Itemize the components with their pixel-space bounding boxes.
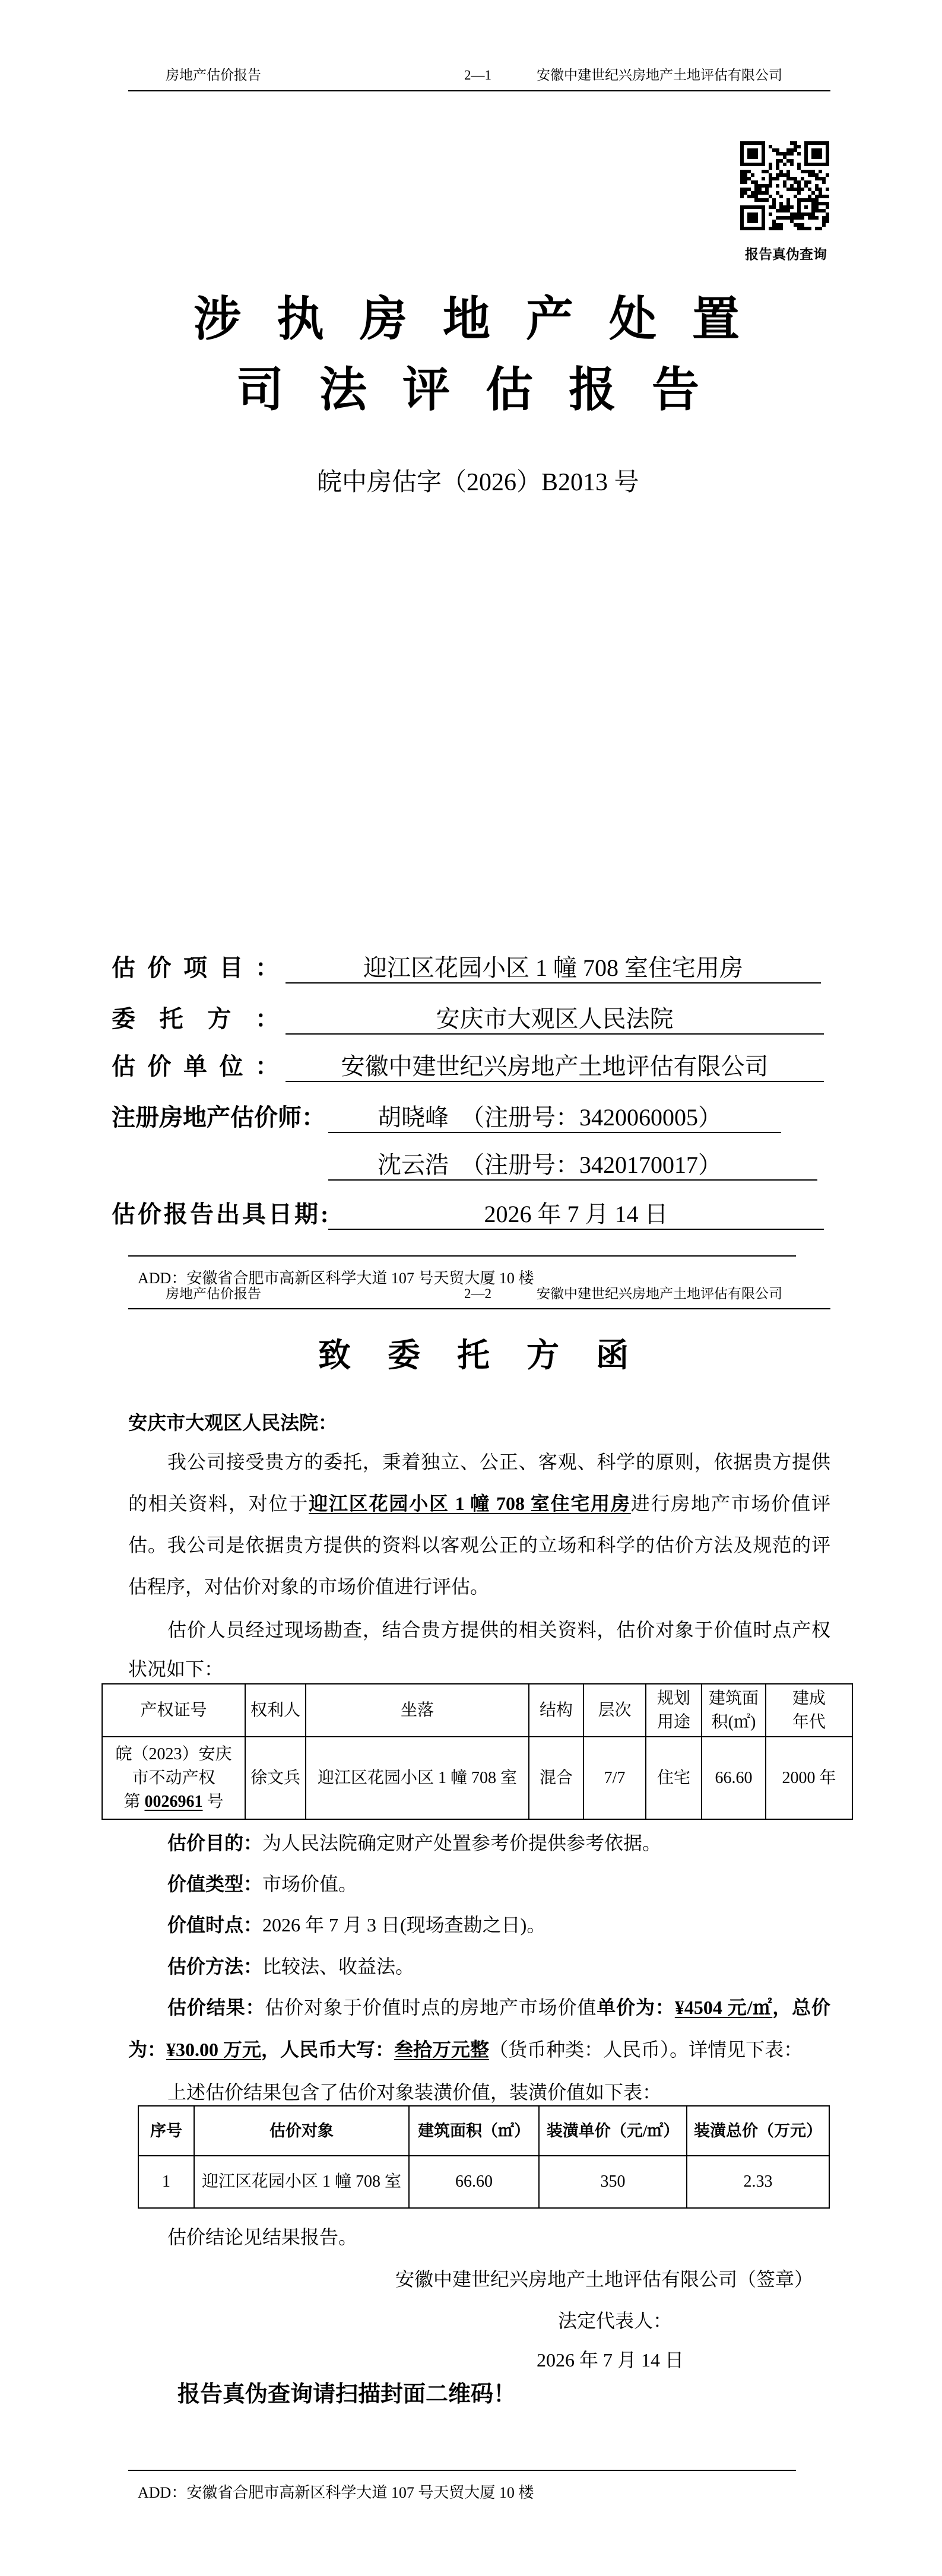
purpose-label: 估价目的： (167, 1832, 263, 1854)
decoration-table-header-row (138, 2106, 829, 2156)
page1-footer-rule (128, 1255, 796, 1257)
th-location: 坐落 (306, 1684, 529, 1737)
value-type-line (167, 1871, 357, 1897)
th-building-area: 建筑面积(㎡) (702, 1684, 766, 1737)
appraiser-1: 胡晓峰 （注册号：3420060005） (328, 1102, 781, 1133)
property-rights-table (102, 1683, 853, 1820)
page1-header-left: 房地产估价报告 (166, 68, 261, 83)
letter-paragraph-2: 估价人员经过现场勘查，结合贵方提供的相关资料，估价对象于价值时点产权状况如下： (128, 1619, 830, 1680)
th-decoration-total: 装潢总价（万元） (687, 2106, 829, 2156)
appraisal-unit-label: 估价单位： (112, 1053, 279, 1080)
legal-representative: 法定代表人： (558, 2310, 673, 2331)
cert-no-line3 (106, 1790, 241, 1814)
page1-header-page-number: 2—1 (464, 68, 491, 83)
decoration-table-row (138, 2156, 829, 2208)
signature-date: 2026 年 7 月 14 日 (537, 2349, 684, 2371)
td-location: 迎江区花园小区 1 幢 708 室 (306, 1737, 529, 1819)
td-decoration-unit-price: 350 (539, 2156, 687, 2208)
th-no: 序号 (138, 2106, 194, 2156)
signature-company: 安徽中建世纪兴房地产土地评估有限公司（签章） (395, 2269, 814, 2290)
verify-note: 报告真伪查询请扫描封面二维码！ (177, 2382, 516, 2407)
td-built-year: 2000 年 (766, 1737, 852, 1819)
value-date-label: 价值时点： (167, 1914, 263, 1936)
issue-date-value: 2026 年 7 月 14 日 (328, 1199, 824, 1230)
td-area: 66.60 (409, 2156, 539, 2208)
value-type-value: 市场价值。 (262, 1873, 358, 1895)
total-price-value: ¥30.00 万元 (166, 2039, 262, 2060)
decoration-table (138, 2105, 830, 2209)
client-label: 委托方： (112, 1005, 279, 1032)
th-area: 建筑面积（㎡） (409, 2106, 539, 2156)
purpose-value: 为人民法院确定财产处置参考价提供参考依据。 (262, 1832, 662, 1854)
page2-header-page-number: 2—2 (464, 1286, 491, 1301)
td-object: 迎江区花园小区 1 幢 708 室 (194, 2156, 409, 2208)
cert-no-line2: 市不动产权 (132, 1768, 215, 1787)
uppercase-value: 叁拾万元整 (394, 2039, 490, 2060)
th-owner: 权利人 (245, 1684, 306, 1737)
report-title-line1: 涉执房地产处置 (194, 294, 775, 346)
report-number: 皖中房估字（2026）B2013 号 (317, 469, 639, 496)
appraisal-unit-value: 安徽中建世纪兴房地产土地评估有限公司 (286, 1051, 824, 1082)
page2-header-rule (128, 1308, 830, 1309)
issue-date-label: 估价报告出具日期: (112, 1201, 331, 1227)
para1-text-after: 进行房地产市场价值评估。我公司是依据贵方提供的资料以客观公正的立场和科学的估价方法及规范的评估程序，对估价对象的市场价值进行评估。 (128, 1493, 830, 1597)
para1-text-before: 我公司接受贵方的委托，秉着独立、公正、客观、科学的原则，依据贵方提供的相关资料，对位于 (128, 1451, 830, 1514)
td-floor: 7/7 (583, 1737, 646, 1819)
page1-header-rule (128, 90, 830, 91)
page2-footer-rule (128, 2470, 796, 2471)
total-price-label: ，总价为： (128, 1997, 830, 2060)
unit-price-value: ¥4504 元/㎡ (674, 1997, 773, 2018)
page1-header-company: 安徽中建世纪兴房地产土地评估有限公司 (537, 68, 782, 83)
report-title-line2: 司法评估报告 (236, 364, 735, 417)
th-floor: 层次 (583, 1684, 646, 1737)
cert-no-prefix: 第 (123, 1792, 141, 1811)
project-value: 迎江区花园小区 1 幢 708 室住宅用房 (286, 953, 821, 984)
letter-paragraph-1 (128, 1441, 830, 1607)
property-table-header-row (102, 1684, 852, 1737)
value-date-value: 2026 年 7 月 3 日(现场查勘之日)。 (262, 1914, 546, 1936)
th-built-year: 建成年代 (766, 1684, 852, 1737)
page2-footer-address: ADD：安徽省合肥市高新区科学大道 107 号天贸大厦 10 楼 (138, 2484, 534, 2501)
page2-header-left: 房地产估价报告 (166, 1286, 261, 1301)
unit-price-label: 单价为： (597, 1997, 675, 2018)
appraiser-2: 沈云浩 （注册号：3420170017） (328, 1150, 817, 1181)
th-planned-use: 规划用途 (646, 1684, 702, 1737)
td-cert-no (102, 1737, 245, 1819)
result-text: 估价对象于价值时点的房地产市场价值 (265, 1997, 597, 2018)
cert-no-suffix: 号 (207, 1792, 224, 1811)
conclusion: 估价结论见结果报告。 (167, 2226, 358, 2248)
td-building-area: 66.60 (702, 1737, 766, 1819)
result-tail: （货币种类：人民币）。详情见下表： (489, 2039, 803, 2060)
qr-code (740, 141, 829, 230)
para1-property: 迎江区花园小区 1 幢 708 室住宅用房 (309, 1493, 631, 1514)
value-date-line (167, 1912, 545, 1938)
td-decoration-total: 2.33 (687, 2156, 829, 2208)
result-label: 估价结果： (167, 1997, 265, 2018)
th-cert-no: 产权证号 (102, 1684, 245, 1737)
letter-title: 致委托方函 (318, 1337, 666, 1373)
purpose-line (167, 1830, 661, 1856)
cert-no-line1: 皖（2023）安庆 (115, 1744, 232, 1763)
th-object: 估价对象 (194, 2106, 409, 2156)
decoration-intro: 上述估价结果包含了估价对象装潢价值，装潢价值如下表： (167, 2082, 662, 2103)
property-table-row (102, 1737, 852, 1819)
td-no: 1 (138, 2156, 194, 2208)
project-label: 估价项目： (112, 954, 279, 981)
method-value: 比较法、收益法。 (262, 1956, 415, 1977)
salutation: 安庆市大观区人民法院： (128, 1412, 338, 1433)
uppercase-label: ，人民币大写： (261, 2039, 395, 2060)
td-owner: 徐文兵 (245, 1737, 306, 1819)
method-label: 估价方法： (167, 1956, 263, 1977)
value-type-label: 价值类型： (167, 1873, 263, 1895)
th-structure: 结构 (529, 1684, 583, 1737)
cert-no-number: 0026961 (144, 1792, 203, 1811)
td-structure: 混合 (529, 1737, 583, 1819)
method-line (167, 1953, 414, 1979)
page2-header-company: 安徽中建世纪兴房地产土地评估有限公司 (537, 1286, 782, 1301)
client-value: 安庆市大观区人民法院 (286, 1004, 824, 1035)
qr-caption: 报告真伪查询 (745, 247, 827, 262)
td-planned-use: 住宅 (646, 1737, 702, 1819)
page1-footer-address: ADD：安徽省合肥市高新区科学大道 107 号天贸大厦 10 楼 (138, 1270, 534, 1287)
appraiser-label: 注册房地产估价师： (112, 1104, 325, 1131)
result-paragraph (128, 1987, 830, 2071)
th-decoration-unit-price: 装潢单价（元/㎡） (539, 2106, 687, 2156)
